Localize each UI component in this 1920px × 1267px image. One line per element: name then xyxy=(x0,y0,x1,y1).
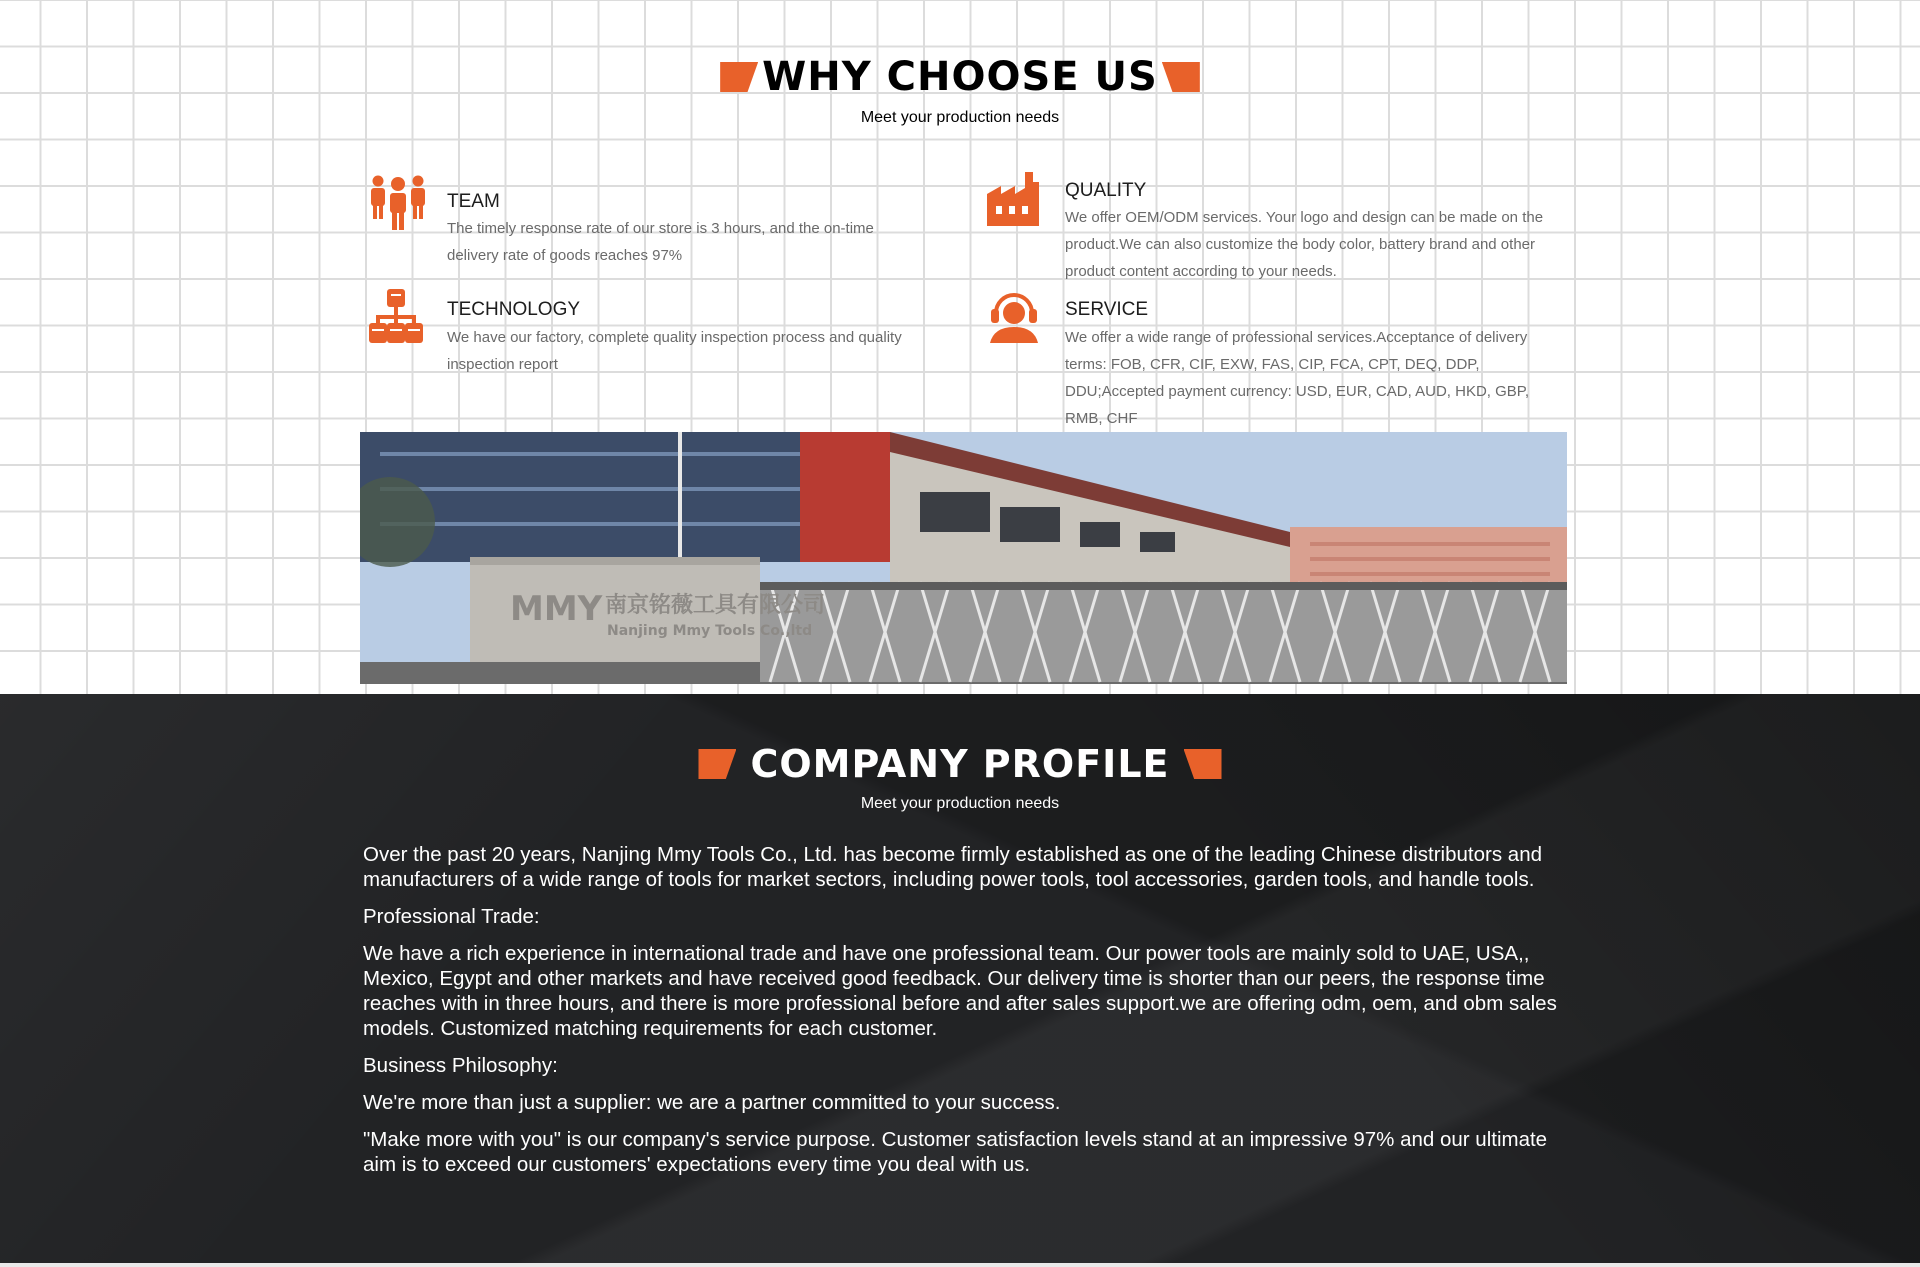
factory-logo: MMY xyxy=(510,589,603,629)
profile-paragraph: Business Philosophy: xyxy=(363,1054,558,1077)
factory-photo xyxy=(360,432,1567,684)
profile-paragraph: Over the past 20 years, Nanjing Mmy Tools Co., Ltd. has become firmly established as one of the leading Chinese distributors and manufacturers of a wide range of tools for market sectors, including power tools, tool accessories, garden tools, and handle tools. xyxy=(363,843,1542,891)
factory-sign-en: Nanjing Mmy Tools Co.,ltd xyxy=(607,623,813,639)
profile-body xyxy=(363,842,1573,1189)
profile-paragraph: We have a rich experience in international trade and have one professional team. Our power tools are mainly sold to UAE, USA,, Mexico, Egypt and other markets and have received good feedback. Our delivery time is shorter than our peers, the response time reaches with in three hours, and there is more professional before and after sales support.we are offering odm, oem, and obm sales models. Customized matching requirements for each customer. xyxy=(363,942,1557,1040)
heading-flag-left xyxy=(698,749,736,779)
bottom-divider xyxy=(0,1263,1920,1267)
profile-paragraph: We're more than just a supplier: we are a partner committed to your success. xyxy=(363,1091,1061,1114)
profile-paragraph: Professional Trade: xyxy=(363,905,540,928)
headset-icon xyxy=(986,289,1048,351)
why-heading xyxy=(0,54,1920,100)
heading-flag-right xyxy=(1184,749,1222,779)
feature-team-title: TEAM xyxy=(447,191,500,212)
factory-icon xyxy=(985,170,1047,232)
why-subtitle: Meet your production needs xyxy=(860,109,1060,126)
profile-paragraph: "Make more with you" is our company's service purpose. Customer satisfaction levels stand at an impressive 97% and our ultimate aim is to exceed our customers' expectations every time you deal with us. xyxy=(363,1128,1548,1176)
feature-technology-title: TECHNOLOGY xyxy=(447,299,581,320)
feature-quality-text: We offer OEM/ODM services. Your logo and design can be made on the product.We can also customize the body color, battery brand and other product content according to your needs. xyxy=(1065,209,1544,280)
feature-technology-text: We have our factory, complete quality inspection process and quality inspection report xyxy=(447,329,902,373)
heading-flag-right xyxy=(1162,62,1200,92)
feature-service-title: SERVICE xyxy=(1065,299,1149,320)
profile-subtitle: Meet your production needs xyxy=(860,795,1060,812)
company-profile-section xyxy=(0,694,1920,1267)
feature-service-text: We offer a wide range of professional services.Acceptance of delivery terms: FOB, CFR, CIF, EXW, FAS, CIP, FCA, CPT, DEQ, DDP, DDU;Accepted payment currency: USD, EUR, CAD, AUD, HKD, GBP, RMB, CHF xyxy=(1065,329,1530,427)
feature-team-text: The timely response rate of our store is 3 hours, and the on-time delivery rate of goods reaches 97% xyxy=(447,220,874,264)
feature-quality-title: QUALITY xyxy=(1065,180,1147,201)
profile-title: COMPANY PROFILE xyxy=(750,742,1170,786)
factory-sign-cn: 南京铭薇工具有限公司 xyxy=(605,593,826,618)
why-title: WHY CHOOSE US xyxy=(762,54,1158,100)
hierarchy-icon xyxy=(368,288,430,350)
team-icon xyxy=(367,174,429,236)
profile-heading xyxy=(0,742,1920,786)
heading-flag-left xyxy=(720,62,758,92)
